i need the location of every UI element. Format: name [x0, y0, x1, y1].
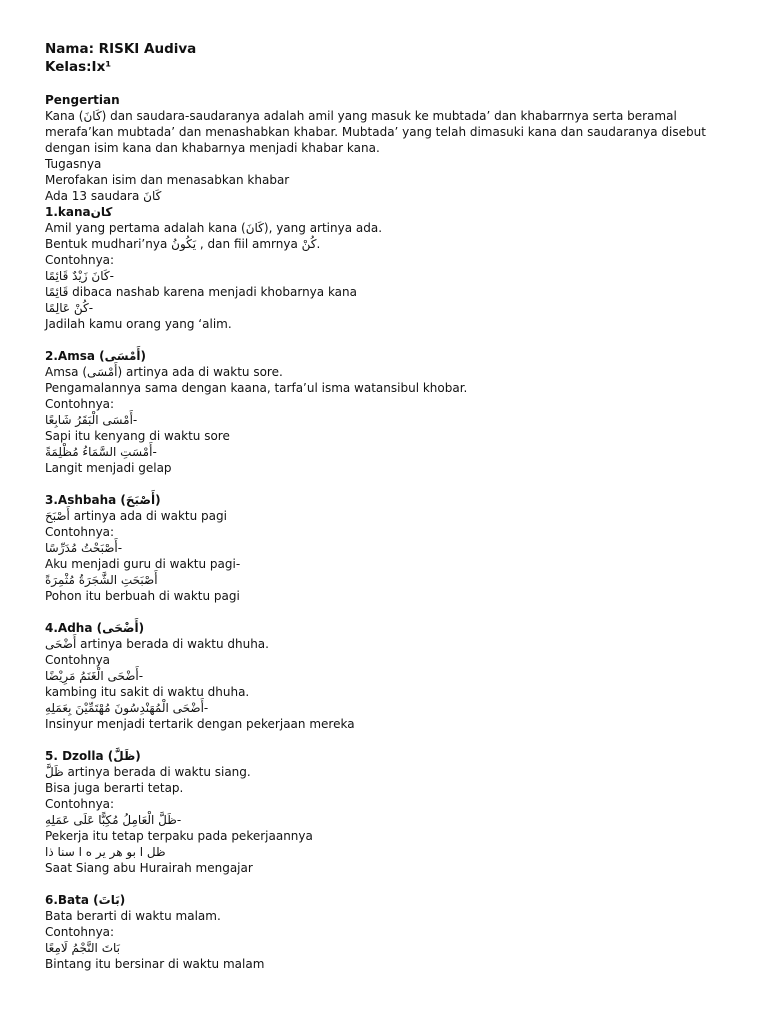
section-line: Bisa juga berarti tetap.	[45, 781, 184, 795]
tugas-text: Merofakan isim dan menasabkan khabar	[45, 173, 290, 187]
section-line: kambing itu sakit di waktu dhuha.	[45, 685, 250, 699]
saudara-count: Ada 13 saudara كَانَ	[45, 189, 162, 203]
tugas-label: Tugasnya	[45, 157, 102, 171]
section-line: ظَلَّ artinya berada di waktu siang.	[45, 765, 251, 779]
section-title: 2.Amsa (أَمْسَى)	[45, 349, 146, 363]
section-line: Saat Siang abu Hurairah mengajar	[45, 861, 253, 875]
section-line: Jadilah kamu orang yang ‘alim.	[45, 317, 232, 331]
section-line: Amsa (أَمْسَى) artinya ada di waktu sore.	[45, 365, 283, 379]
section-line: Langit menjadi gelap	[45, 461, 172, 475]
section-line: Contohnya	[45, 653, 111, 667]
section-line: Insinyur menjadi tertarik dengan pekerjaan mereka	[45, 717, 355, 731]
arabic-example: ظل ا بو هر ير ه ا سنا ذا	[45, 845, 166, 859]
section-line: Bintang itu bersinar di waktu malam	[45, 957, 265, 971]
section-title: 4.Adha (أَضْحَى)	[45, 621, 145, 635]
section-title: 6.Bata (بَاتَ)	[45, 893, 126, 907]
arabic-example: كَانَ زَيْدٌ قَائِمًا-	[45, 269, 114, 283]
student-name: Nama: RISKI Audiva	[45, 41, 197, 57]
student-class: Kelas:Ix¹	[45, 59, 112, 75]
arabic-example: أَمْسَتِ السَّمَاءُ مُظْلِمَةً-	[45, 445, 157, 459]
section-line: Bentuk mudhari’nya يَكُونُ , dan fiil amrnya كُنْ.	[45, 237, 321, 251]
arabic-example: ظَلَّ الْعَامِلُ مُكِبًّا عَلَى عَمَلِهِ-	[45, 813, 182, 827]
section-title: 5. Dzolla (ظَلَّ)	[45, 749, 141, 763]
section-title: 3.Ashbaha (أَصْبَحَ)	[45, 493, 161, 507]
section-line: Contohnya:	[45, 253, 115, 267]
section-line: Aku menjadi guru di waktu pagi-	[45, 557, 241, 571]
document-page	[45, 40, 745, 972]
arabic-example: أَضْحَى الْغَنَمُ مَرِيْضًا-	[45, 669, 144, 683]
arabic-example: أَضْحَى الْمُهَنْدِسُونَ مُهْتَمِّيْنَ بِعَمَلِهِ-	[45, 701, 209, 715]
section-line: أَصْبَحَ artinya ada di waktu pagi	[45, 509, 227, 523]
section-line: أَضْحَى artinya berada di waktu dhuha.	[45, 637, 269, 651]
section-line: Contohnya:	[45, 925, 115, 939]
section-title: 1.kanaكان	[45, 205, 113, 219]
section-line: قَائِمًا dibaca nashab karena menjadi khobarnya kana	[45, 285, 357, 299]
section-line: Amil yang pertama adalah kana (كَانَ), yang artinya ada.	[45, 221, 383, 235]
arabic-example: بَاتَ النَّجْمُ لَامِعًا	[45, 941, 120, 955]
section-line: Bata berarti di waktu malam.	[45, 909, 221, 923]
arabic-example: أَصْبَحَتِ الشَّجَرَةُ مُثْمِرَةً	[45, 573, 158, 587]
section-line: Sapi itu kenyang di waktu sore	[45, 429, 230, 443]
arabic-example: أَصْبَحْتُ مُدَرِّسًا-	[45, 541, 123, 555]
pengertian-heading: Pengertian	[45, 93, 120, 107]
section-line: Contohnya:	[45, 797, 115, 811]
arabic-example: كُنْ عَالِمًا-	[45, 301, 94, 315]
section-line: Contohnya:	[45, 397, 115, 411]
section-line: Pekerja itu tetap terpaku pada pekerjaannya	[45, 829, 313, 843]
arabic-example: أَمْسَى الْبَقَرُ شَابِعًا-	[45, 413, 138, 427]
pengertian-paragraph: Kana (كَانَ) dan saudara-saudaranya adalah amil yang masuk ke mubtada’ dan khabarrnya serta beramal merafa’kan mubtada’ dan menashabkan khabar. Mubtada’ yang telah dimasuki kana dan saudaranya disebut dengan isim kana dan khabarnya menjadi khabar kana.	[45, 109, 706, 155]
section-line: Contohnya:	[45, 525, 115, 539]
section-line: Pengamalannya sama dengan kaana, tarfa’ul isma watansibul khobar.	[45, 381, 468, 395]
section-line: Pohon itu berbuah di waktu pagi	[45, 589, 240, 603]
